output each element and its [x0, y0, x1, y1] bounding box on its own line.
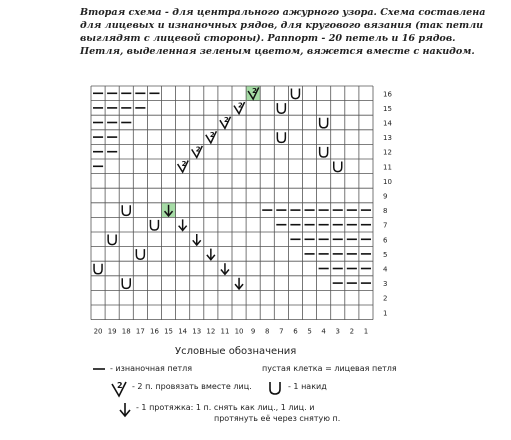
legend-yo-label: - 1 накид	[288, 382, 327, 391]
column-label: 1	[363, 327, 369, 336]
intro-text: Вторая схема - для центрального ажурного узора. Схема составлена для лицевых и изнаночных рядов, для кругового вязания (так петли выглядят с лицевой стороны). Раппорт - 20 петель и 16 рядов. Петля, выделенная зеленым цветом, вяжется вместе с накидом.	[80, 7, 486, 57]
column-label: 10	[234, 327, 244, 336]
legend-k2tog	[110, 380, 252, 394]
yarn-over-mark	[150, 220, 158, 230]
column-label: 12	[206, 327, 216, 336]
yarn-over-mark	[320, 147, 328, 157]
row-label: 7	[383, 221, 388, 230]
k2tog-number: 2	[209, 130, 215, 139]
k2tog-number: 2	[223, 116, 229, 125]
row-label: 3	[383, 280, 388, 289]
column-label: 3	[335, 327, 340, 336]
legend-ssk	[118, 402, 340, 424]
column-label: 11	[220, 327, 230, 336]
column-label: 5	[307, 327, 312, 336]
legend-purl-label: - изнаночная петля	[110, 364, 193, 373]
yarn-over-mark	[334, 162, 342, 172]
svg-text:2: 2	[117, 381, 123, 390]
column-label: 19	[107, 327, 117, 336]
legend-k2tog-label: - 2 п. провязать вместе лиц.	[132, 382, 252, 391]
row-label: 15	[383, 104, 392, 113]
row-label: 16	[383, 90, 392, 99]
yarn-over-mark	[277, 103, 285, 113]
yarn-over-mark	[108, 235, 116, 245]
column-label: 17	[135, 327, 145, 336]
column-label: 13	[192, 327, 202, 336]
yarn-over-mark	[320, 118, 328, 128]
column-label: 8	[265, 327, 270, 336]
legend-ssk-label-1: - 1 протяжка: 1 п. снять как лиц., 1 лиц. и	[136, 403, 315, 412]
column-label: 9	[250, 327, 256, 336]
legend-purl	[92, 364, 192, 373]
legend-yo	[268, 380, 327, 394]
row-label: 4	[383, 265, 388, 274]
k2tog-number: 2	[252, 87, 258, 95]
ssk-icon	[118, 402, 132, 418]
column-label: 6	[293, 327, 298, 336]
yarn-over-mark	[94, 264, 102, 274]
yo-icon	[268, 380, 282, 396]
column-label: 7	[279, 327, 284, 336]
yarn-over-mark	[277, 132, 285, 142]
row-label: 1	[383, 309, 388, 318]
row-label: 2	[383, 294, 388, 303]
k2tog-number: 2	[181, 160, 187, 168]
column-label: 2	[349, 327, 355, 336]
row-label: 10	[383, 177, 392, 186]
row-label: 6	[383, 236, 388, 245]
legend-ssk-label-2: протянуть её через снятую п.	[214, 414, 341, 423]
k2tog-number: 2	[238, 101, 243, 110]
column-label: 4	[321, 327, 326, 336]
column-label: 15	[164, 327, 174, 336]
yarn-over-mark	[291, 89, 299, 99]
purl-icon	[92, 364, 106, 374]
row-label: 5	[383, 250, 388, 259]
row-label: 9	[383, 192, 388, 201]
column-label: 14	[178, 327, 188, 336]
row-label: 13	[383, 134, 392, 143]
column-label: 18	[121, 327, 131, 336]
k2tog-icon	[110, 380, 128, 398]
legend-knit-label: пустая клетка = лицевая петля	[262, 364, 397, 373]
legend-knit	[262, 364, 397, 373]
column-label: 16	[149, 327, 159, 336]
yarn-over-mark	[136, 249, 144, 259]
row-label: 11	[383, 163, 392, 172]
k2tog-number: 2	[195, 145, 201, 154]
legend-title: Условные обозначения	[175, 346, 297, 357]
row-label: 12	[383, 148, 392, 157]
row-label: 8	[383, 207, 388, 216]
row-label: 14	[383, 119, 392, 128]
yarn-over-mark	[122, 205, 130, 215]
column-label: 20	[93, 327, 103, 336]
yarn-over-mark	[122, 278, 130, 288]
